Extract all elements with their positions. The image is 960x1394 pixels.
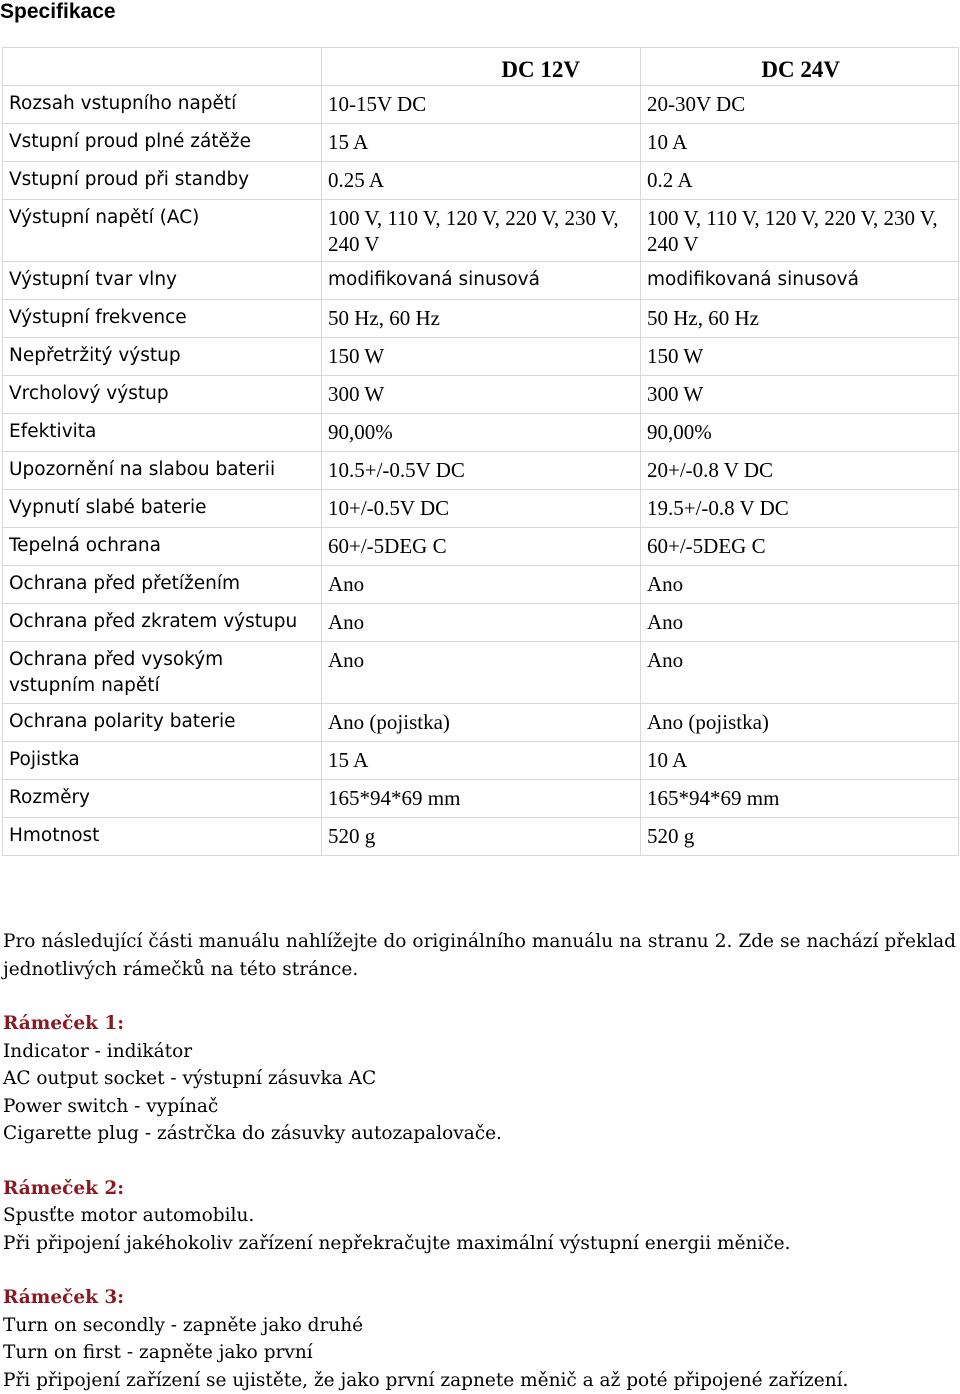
row-label: Ochrana před vysokým vstupním napětí (3, 642, 322, 704)
table-row (3, 490, 959, 528)
row-value-dc12: 165*94*69 mm (322, 780, 641, 818)
table-row (3, 124, 959, 162)
row-value-dc24: 520 g (641, 818, 959, 856)
row-value-dc24: 60+/-5DEG C (641, 528, 959, 566)
table-row (3, 566, 959, 604)
intro-paragraph: Pro následující části manuálu nahlížejte do originálního manuálu na stranu 2. Zde se nachází překlad jednotlivých rámečků na této stránce. (3, 931, 956, 980)
box-2-line: Spusťte motor automobilu. (3, 1205, 255, 1226)
row-value-dc24: 20-30V DC (641, 86, 959, 124)
row-value-dc12: 10.5+/-0.5V DC (322, 452, 641, 490)
row-value-dc24: 20+/-0.8 V DC (641, 452, 959, 490)
header-dc12: DC 12V (322, 48, 641, 86)
box-1-line: Indicator - indikátor (3, 1040, 193, 1062)
row-value-dc24: modifikovaná sinusová (641, 262, 959, 300)
header-dc24: DC 24V (641, 48, 959, 86)
row-value-dc12: 60+/-5DEG C (322, 528, 641, 566)
row-label: Tepelná ochrana (3, 528, 322, 566)
row-label: Pojistka (3, 742, 322, 780)
table-row (3, 642, 959, 704)
row-value-dc12: Ano (322, 566, 641, 604)
row-value-dc12: 10+/-0.5V DC (322, 490, 641, 528)
row-label: Výstupní tvar vlny (3, 262, 322, 300)
row-label: Ochrana před přetížením (3, 566, 322, 604)
box-1-line: Cigarette plug - zástrčka do zásuvky autozapalovače. (3, 1123, 502, 1144)
row-value-dc12: 10-15V DC (322, 86, 641, 124)
row-value-dc24: 300 W (641, 376, 959, 414)
table-row (3, 262, 959, 300)
row-value-dc24: 10 A (641, 124, 959, 162)
row-label: Rozsah vstupního napětí (3, 86, 322, 124)
table-row (3, 452, 959, 490)
table-row (3, 528, 959, 566)
row-value-dc24: Ano (641, 604, 959, 642)
box-3-line: Turn on first - zapněte jako první (3, 1342, 313, 1363)
row-label: Vstupní proud plné zátěže (3, 124, 322, 162)
row-value-dc12: modifikovaná sinusová (322, 262, 641, 300)
box-2-line: Při připojení jakéhokoliv zařízení nepřekračujte maximální výstupní energii měniče. (3, 1232, 791, 1254)
row-value-dc12: 150 W (322, 338, 641, 376)
row-label: Výstupní frekvence (3, 300, 322, 338)
table-row (3, 604, 959, 642)
table-row (3, 742, 959, 780)
box-3-title: Rámeček 3: (3, 1287, 125, 1308)
row-value-dc12: 100 V, 110 V, 120 V, 220 V, 230 V, 240 V (322, 200, 641, 262)
row-value-dc24: 10 A (641, 742, 959, 780)
row-value-dc12: 90,00% (322, 414, 641, 452)
row-label: Vstupní proud při standby (3, 162, 322, 200)
table-row (3, 162, 959, 200)
box-1-line: Power switch - vypínač (3, 1095, 219, 1117)
row-value-dc12: Ano (pojistka) (322, 704, 641, 742)
row-value-dc12: 0.25 A (322, 162, 641, 200)
table-header-row (3, 48, 959, 86)
table-row (3, 300, 959, 338)
spec-table (2, 47, 959, 856)
row-label: Vrcholový výstup (3, 376, 322, 414)
table-row (3, 414, 959, 452)
box-1-title: Rámeček 1: (3, 1013, 125, 1034)
row-value-dc12: Ano (322, 604, 641, 642)
table-row (3, 376, 959, 414)
header-cell-empty (3, 48, 322, 86)
row-label: Výstupní napětí (AC) (3, 200, 322, 262)
row-value-dc24: Ano (pojistka) (641, 704, 959, 742)
row-value-dc12: 520 g (322, 818, 641, 856)
row-value-dc24: Ano (641, 642, 959, 704)
table-row (3, 780, 959, 818)
table-row (3, 200, 959, 262)
row-value-dc12: 300 W (322, 376, 641, 414)
row-value-dc12: 15 A (322, 742, 641, 780)
box-1-line: AC output socket - výstupní zásuvka AC (3, 1068, 377, 1089)
row-value-dc24: 90,00% (641, 414, 959, 452)
table-row (3, 86, 959, 124)
row-value-dc24: 0.2 A (641, 162, 959, 200)
row-label: Ochrana před zkratem výstupu (3, 604, 322, 642)
row-label: Vypnutí slabé baterie (3, 490, 322, 528)
page-heading: Specifikace (0, 0, 116, 23)
row-value-dc24: Ano (641, 566, 959, 604)
row-label: Rozměry (3, 780, 322, 818)
row-label: Hmotnost (3, 818, 322, 856)
table-row (3, 704, 959, 742)
row-value-dc24: 50 Hz, 60 Hz (641, 300, 959, 338)
row-value-dc24: 165*94*69 mm (641, 780, 959, 818)
row-label: Efektivita (3, 414, 322, 452)
row-value-dc24: 19.5+/-0.8 V DC (641, 490, 959, 528)
row-value-dc12: Ano (322, 642, 641, 704)
row-value-dc12: 15 A (322, 124, 641, 162)
row-value-dc24: 150 W (641, 338, 959, 376)
table-row (3, 818, 959, 856)
table-row (3, 338, 959, 376)
row-label: Upozornění na slabou baterii (3, 452, 322, 490)
box-3-line: Turn on secondly - zapněte jako druhé (3, 1314, 364, 1336)
row-value-dc24: 100 V, 110 V, 120 V, 220 V, 230 V, 240 V (641, 200, 959, 262)
row-value-dc12: 50 Hz, 60 Hz (322, 300, 641, 338)
translation-notes (3, 928, 956, 1394)
box-3-line: Při připojení zařízení se ujistěte, že jako první zapnete měnič a až poté připojené zařízení. (3, 1369, 849, 1391)
row-label: Nepřetržitý výstup (3, 338, 322, 376)
row-label: Ochrana polarity baterie (3, 704, 322, 742)
box-2-title: Rámeček 2: (3, 1177, 125, 1199)
